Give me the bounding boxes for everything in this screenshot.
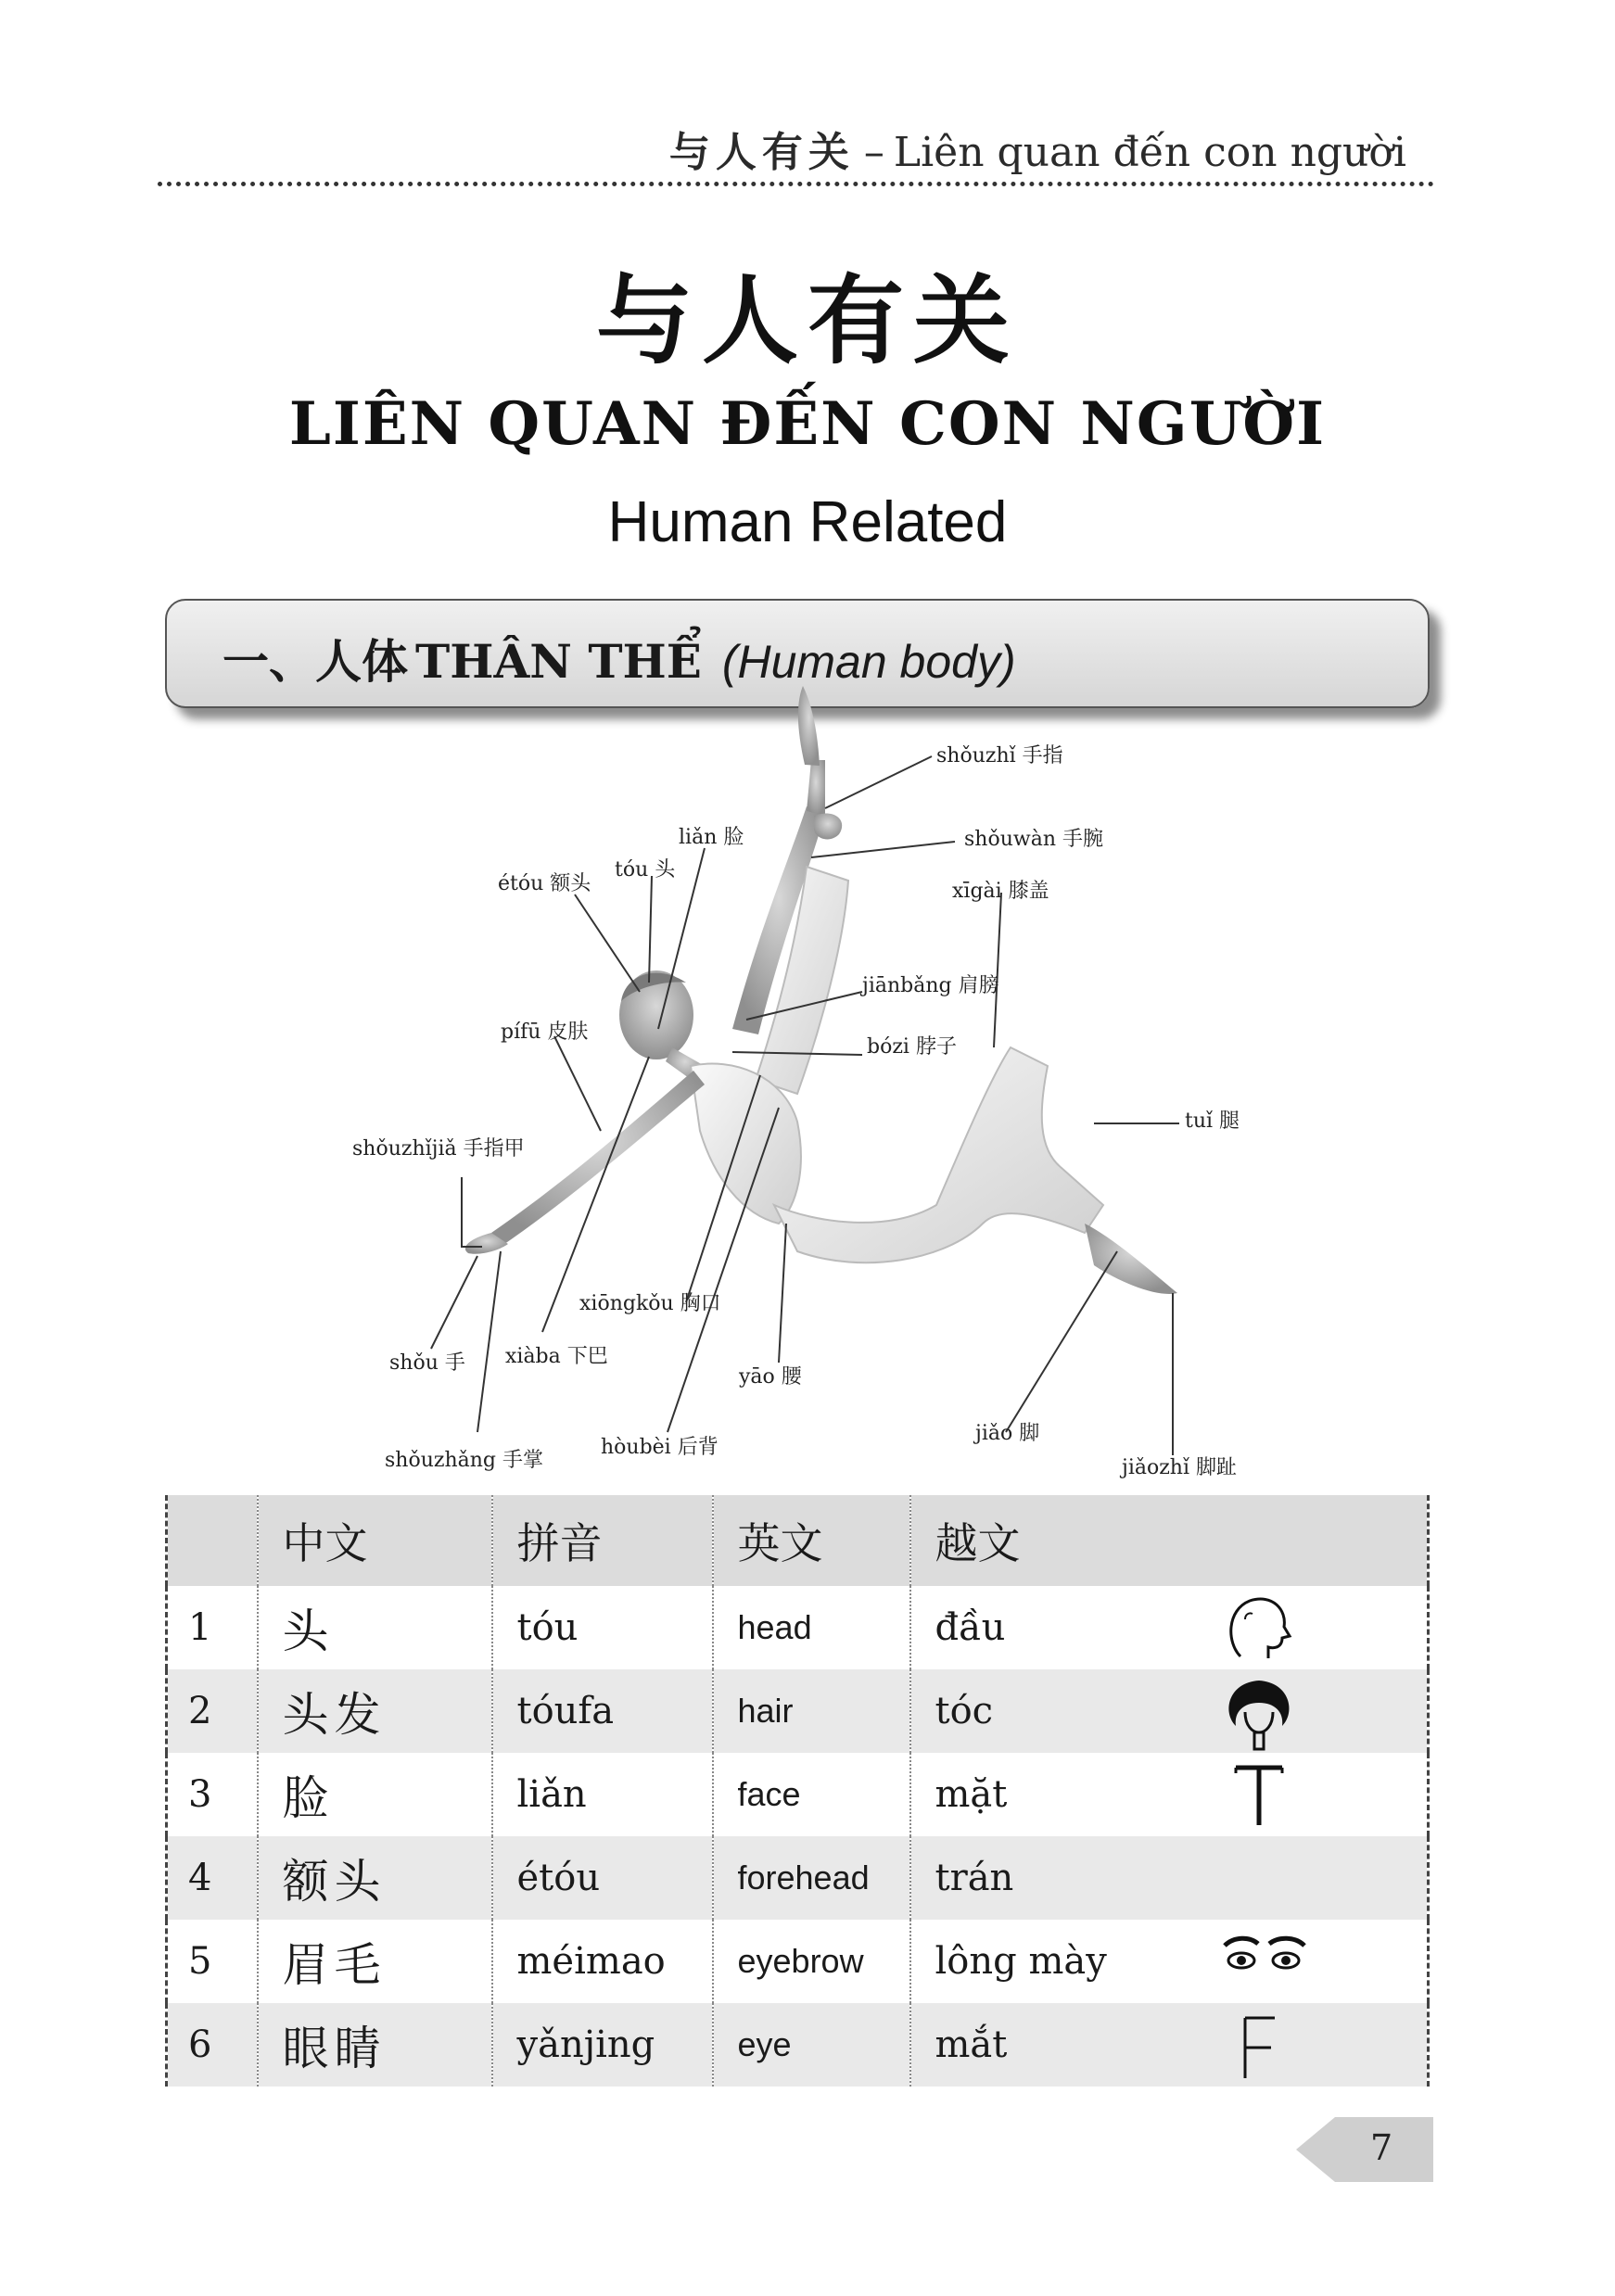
row-vietnamese: trán [935,1857,1014,1899]
row-number: 1 [167,1586,258,1669]
label-xiongkou: xiōngkǒu 胸口 [579,1292,721,1315]
page-title-en: Human Related [607,490,1008,554]
raised-hand [814,814,842,840]
row-chinese: 脸 [258,1753,492,1836]
row-english: eyebrow [713,1920,910,2003]
eyebrows-eyes-icon [1217,1925,1310,1990]
row-english: face [713,1753,910,1836]
table-row [167,1586,1429,1669]
label-xiaba: xiàba 下巴 [505,1345,608,1368]
row-vietnamese: tóc [935,1690,994,1732]
running-header-separator: – [863,129,884,176]
header-vietnamese: 越文 [910,1495,1429,1586]
row-vietnamese: mắt [935,2023,1008,2066]
row-vietnamese: lông mày [935,1940,1107,1983]
page-title-vi: LIÊN QUAN ĐẾN CON NGƯỜI [288,389,1327,459]
row-chinese: 额头 [258,1836,492,1920]
label-lian: liǎn 脸 [679,826,744,849]
label-shouwan: shǒuwàn 手腕 [964,828,1103,851]
vocabulary-table [165,1495,1430,2087]
row-english: hair [713,1669,910,1753]
row-vietnamese-cell [910,1836,1429,1920]
label-xigai: xīgài 膝盖 [952,880,1049,903]
label-shouzhijia: shǒuzhǐjiǎ 手指甲 [352,1137,525,1161]
lower-foot [1085,1224,1177,1294]
label-tui: tuǐ 腿 [1185,1110,1240,1133]
section-title-en: (Human body) [721,636,1016,688]
row-pinyin: tóu [492,1586,713,1669]
label-bozi: bózi 脖子 [867,1035,957,1059]
row-pinyin: liǎn [492,1753,713,1836]
label-houbei: hòubèi 后背 [601,1436,718,1459]
row-pinyin: méimao [492,1920,713,2003]
row-chinese: 眼睛 [258,2003,492,2087]
page-number-tab [1296,2117,1433,2182]
row-vietnamese-cell [910,2003,1429,2087]
table-row [167,1836,1429,1920]
section-title-vi: THÂN THỂ [415,634,702,689]
face-t-icon [1217,1758,1301,1833]
raised-foot [798,686,820,766]
label-etou: étóu 额头 [498,872,591,895]
row-pinyin: yǎnjing [492,2003,713,2087]
label-jiaozhi: jiǎozhǐ 脚趾 [1122,1456,1238,1479]
label-shou: shǒu 手 [389,1351,465,1375]
label-yao: yāo 腰 [739,1365,802,1389]
trousers [774,1047,1103,1262]
row-english: eye [713,2003,910,2087]
row-number: 2 [167,1669,258,1753]
page-number: 7 [1370,2127,1393,2168]
row-english: forehead [713,1836,910,1920]
row-number: 5 [167,1920,258,2003]
header-chinese: 中文 [258,1495,492,1586]
running-header-zh: 与人有关 [668,129,855,176]
eye-glyph-icon [1217,2009,1301,2083]
row-chinese: 头发 [258,1669,492,1753]
label-shouzhang: shǒuzhǎng 手掌 [385,1449,543,1472]
label-tou: tóu 头 [615,858,676,882]
raised-forearm [807,760,825,816]
label-jianbang: jiānbǎng 肩膀 [862,974,999,997]
row-number: 6 [167,2003,258,2087]
hair-icon [1217,1675,1301,1753]
row-vietnamese-cell [910,1753,1429,1836]
table-row [167,1753,1429,1836]
row-chinese: 头 [258,1586,492,1669]
row-vietnamese-cell [910,1586,1429,1669]
row-english: head [713,1586,910,1669]
row-chinese: 眉毛 [258,1920,492,2003]
label-jiao: jiǎo 脚 [975,1422,1040,1445]
row-vietnamese-cell [910,1669,1429,1753]
row-vietnamese: mặt [935,1773,1008,1816]
header-english: 英文 [713,1495,910,1586]
running-header-vi: Liên quan đến con người [893,129,1406,176]
row-vietnamese: đầu [935,1606,1006,1649]
table-row [167,1920,1429,2003]
table-header-row [167,1495,1429,1586]
page-title-zh: 与人有关 [595,264,1019,377]
section-number: 一、人体 [223,635,408,689]
header-number [167,1495,258,1586]
label-shouzhi: shǒuzhǐ 手指 [936,744,1063,767]
header-pinyin: 拼音 [492,1495,713,1586]
row-pinyin: tóufa [492,1669,713,1753]
dancer-figure [465,686,1177,1294]
head-profile-icon [1217,1592,1301,1666]
row-number: 3 [167,1753,258,1836]
row-pinyin: étóu [492,1836,713,1920]
row-vietnamese-cell [910,1920,1429,2003]
label-pifu: pífū 皮肤 [501,1021,589,1044]
table-row [167,2003,1429,2087]
row-number: 4 [167,1836,258,1920]
table-row [167,1669,1429,1753]
